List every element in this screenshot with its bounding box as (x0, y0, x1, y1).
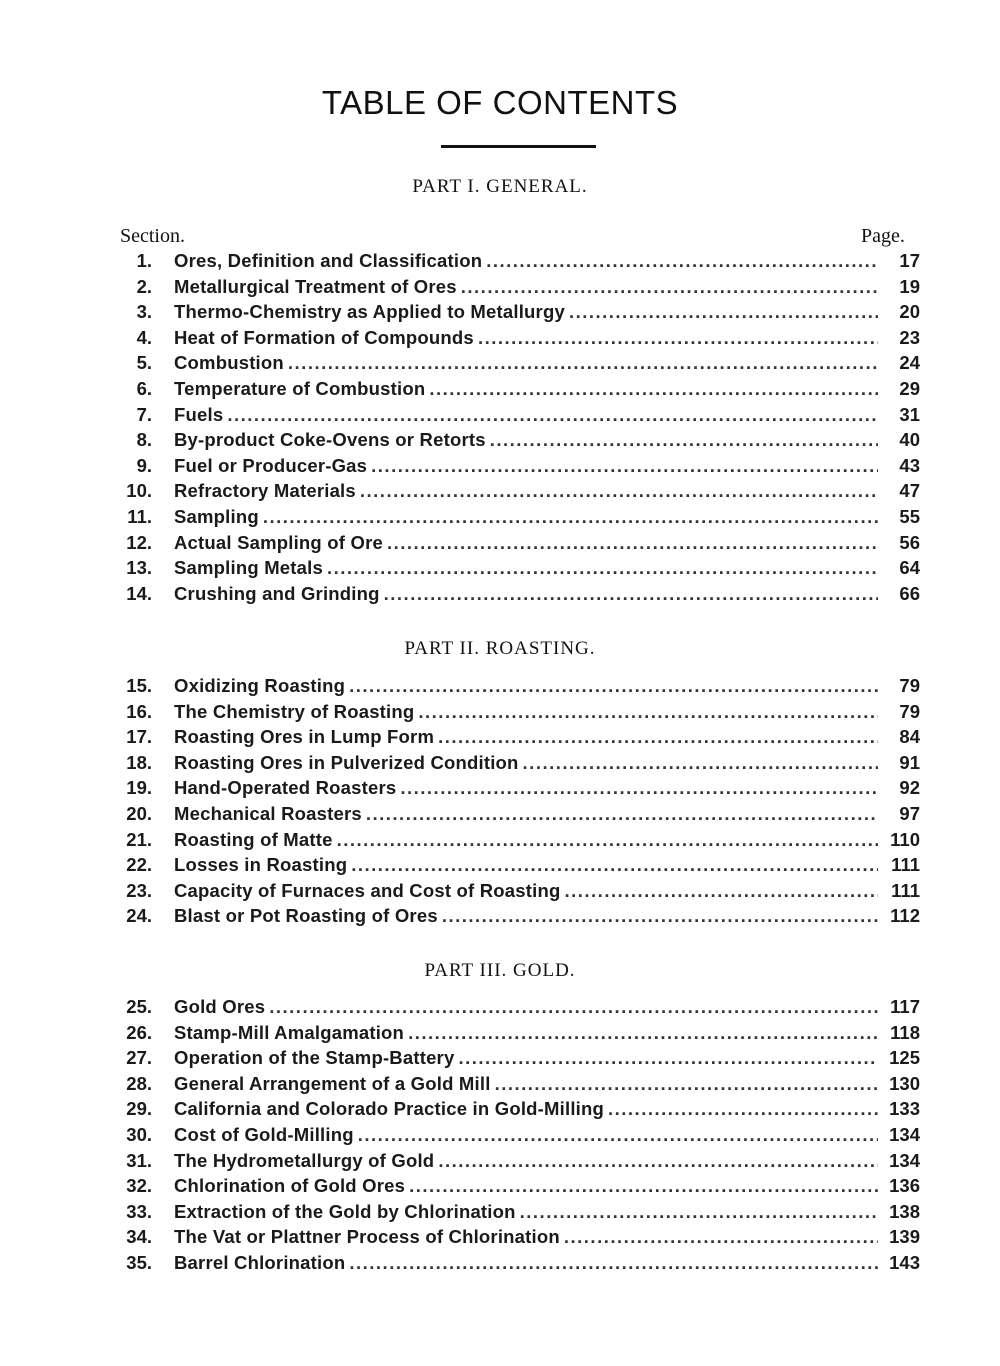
section-number: 21. (126, 828, 152, 850)
toc-entry (112, 350, 920, 376)
page-number: 139 (889, 1226, 920, 1248)
section-title: Roasting of Matte (174, 828, 333, 850)
page-title: TABLE OF CONTENTS (321, 84, 679, 121)
section-title: Ores, Definition and Classification (174, 250, 483, 271)
dot-leader (520, 1199, 878, 1225)
dot-leader (263, 504, 878, 530)
section-title: Extraction of the Gold by Chlorination (174, 1200, 516, 1222)
page-number: 47 (899, 480, 920, 502)
section-title: Combustion (174, 352, 284, 374)
toc-entry (112, 1173, 920, 1199)
page-number: 43 (899, 454, 920, 476)
section-number: 17. (126, 726, 152, 748)
toc-entry (112, 581, 920, 607)
dot-leader (461, 274, 878, 300)
page-number: 40 (899, 429, 920, 451)
title-rule (441, 145, 596, 148)
page-number: 143 (889, 1251, 920, 1273)
toc-entry (112, 453, 920, 479)
section-title: Heat of Formation of Compounds (174, 326, 474, 348)
section-number: 5. (136, 352, 152, 374)
section-title: Refractory Materials (174, 480, 356, 502)
dot-leader (438, 724, 878, 750)
page-number: 79 (899, 700, 920, 722)
toc-entry (112, 1122, 920, 1148)
section-number: 35. (126, 1251, 152, 1273)
page-number: 112 (890, 905, 920, 927)
toc-entry (112, 274, 920, 300)
section-title: Cost of Gold-Milling (174, 1123, 354, 1145)
page-number: 91 (899, 751, 920, 773)
page-number: 92 (899, 777, 920, 799)
section-title: Actual Sampling of Ore (174, 531, 383, 553)
page-number: 130 (889, 1072, 920, 1094)
section-title: By-product Coke-Ovens or Retorts (174, 429, 486, 451)
toc-entry (112, 994, 920, 1020)
dot-leader (349, 673, 878, 699)
section-number: 29. (126, 1098, 152, 1120)
section-title: Roasting Ores in Pulverized Condition (174, 751, 519, 773)
section-number: 12. (126, 531, 152, 553)
toc-entry (112, 673, 920, 699)
dot-leader (438, 1148, 878, 1174)
part-heading-general: PART I. GENERAL. (412, 176, 588, 197)
dot-leader (523, 750, 878, 776)
toc-entry (112, 852, 920, 878)
dot-leader (351, 852, 878, 878)
section-title: Operation of the Stamp-Battery (174, 1047, 455, 1069)
section-title: Sampling (174, 505, 259, 527)
page-number: 55 (899, 505, 920, 527)
toc-entry (112, 801, 920, 827)
toc-entry (112, 699, 920, 725)
toc-entry (112, 299, 920, 325)
page-number: 56 (899, 531, 920, 553)
toc-entry (112, 878, 920, 904)
section-number: 22. (126, 854, 152, 876)
dot-leader (409, 1173, 878, 1199)
page-number: 110 (890, 828, 920, 850)
section-number: 25. (126, 996, 152, 1017)
dot-leader (490, 427, 878, 453)
page-number: 134 (889, 1123, 920, 1145)
page-number: 138 (889, 1200, 920, 1222)
toc-entry (112, 504, 920, 530)
section-title: Barrel Chlorination (174, 1251, 346, 1273)
dot-leader (495, 1071, 878, 1097)
dot-leader (349, 1250, 878, 1276)
section-number: 2. (136, 275, 152, 297)
toc-entry (112, 376, 920, 402)
toc-entry (112, 827, 920, 853)
page-number: 111 (891, 854, 920, 876)
section-title: Oxidizing Roasting (174, 675, 346, 696)
section-number: 8. (136, 429, 152, 451)
section-number: 19. (126, 777, 152, 799)
section-number: 13. (126, 557, 152, 579)
dot-leader (429, 376, 878, 402)
toc-list-roasting (112, 673, 920, 929)
section-title: Chlorination of Gold Ores (174, 1175, 406, 1197)
dot-leader (564, 1224, 878, 1250)
page-number: 84 (899, 726, 920, 748)
section-number: 32. (126, 1175, 152, 1197)
dot-leader (366, 801, 878, 827)
dot-leader (478, 325, 878, 351)
dot-leader (227, 402, 878, 428)
section-number: 15. (126, 675, 152, 696)
section-title: Fuels (174, 403, 224, 425)
section-number: 16. (126, 700, 152, 722)
toc-entry (112, 555, 920, 581)
section-number: 14. (126, 582, 152, 604)
dot-leader (400, 775, 878, 801)
section-column-header: Section. (120, 225, 185, 247)
dot-leader (387, 530, 878, 556)
dot-leader (569, 299, 878, 325)
toc-entry (112, 1071, 920, 1097)
section-title: The Chemistry of Roasting (174, 700, 415, 722)
page-number: 118 (890, 1021, 920, 1043)
section-number: 3. (136, 301, 152, 323)
dot-leader (360, 478, 878, 504)
section-title: Blast or Pot Roasting of Ores (174, 905, 438, 927)
dot-leader (384, 581, 878, 607)
part-heading-roasting: PART II. ROASTING. (404, 638, 596, 659)
toc-entry (112, 1250, 920, 1276)
section-number: 20. (126, 802, 152, 824)
section-number: 30. (126, 1123, 152, 1145)
section-title: Capacity of Furnaces and Cost of Roasting (174, 879, 561, 901)
toc-entry (112, 1224, 920, 1250)
dot-leader (486, 248, 878, 274)
section-number: 4. (136, 326, 152, 348)
page-number: 20 (899, 301, 920, 323)
page-number: 125 (889, 1047, 920, 1069)
section-title: General Arrangement of a Gold Mill (174, 1072, 491, 1094)
dot-leader (418, 699, 878, 725)
page-number: 17 (899, 250, 920, 271)
page-number: 136 (889, 1175, 920, 1197)
section-number: 26. (126, 1021, 152, 1043)
section-number: 11. (127, 505, 152, 527)
section-number: 28. (126, 1072, 152, 1094)
section-title: Stamp-Mill Amalgamation (174, 1021, 405, 1043)
section-number: 31. (126, 1149, 152, 1171)
section-number: 10. (126, 480, 152, 502)
toc-entry (112, 530, 920, 556)
toc-entry (112, 1020, 920, 1046)
section-title: Roasting Ores in Lump Form (174, 726, 435, 748)
dot-leader (327, 555, 878, 581)
toc-entry (112, 1096, 920, 1122)
section-number: 18. (126, 751, 152, 773)
dot-leader (408, 1020, 878, 1046)
toc-list-general (112, 248, 920, 606)
section-number: 33. (126, 1200, 152, 1222)
section-number: 9. (136, 454, 152, 476)
dot-leader (288, 350, 878, 376)
section-title: Thermo-Chemistry as Applied to Metallurgy (174, 301, 565, 323)
dot-leader (269, 994, 878, 1020)
toc-entry (112, 427, 920, 453)
toc-list-gold (112, 994, 920, 1276)
section-title: The Hydrometallurgy of Gold (174, 1149, 435, 1171)
toc-entry (112, 1148, 920, 1174)
section-title: Gold Ores (174, 996, 266, 1017)
toc-entry (112, 903, 920, 929)
section-number: 7. (136, 403, 152, 425)
toc-entry (112, 248, 920, 274)
toc-entry (112, 775, 920, 801)
dot-leader (371, 453, 878, 479)
toc-entry (112, 750, 920, 776)
toc-entry (112, 724, 920, 750)
section-title: Crushing and Grinding (174, 582, 380, 604)
dot-leader (564, 878, 878, 904)
page-number: 97 (899, 802, 920, 824)
section-number: 23. (126, 879, 152, 901)
section-title: California and Colorado Practice in Gold-Milling (174, 1098, 604, 1120)
section-title: Sampling Metals (174, 557, 323, 579)
dot-leader (608, 1096, 878, 1122)
toc-entry (112, 325, 920, 351)
page-number: 23 (899, 326, 920, 348)
page-column-header: Page. (861, 225, 905, 247)
page-number: 79 (899, 675, 920, 696)
page-number: 64 (899, 557, 920, 579)
page-number: 19 (899, 275, 920, 297)
page-number: 31 (899, 403, 920, 425)
section-title: Temperature of Combustion (174, 377, 426, 399)
section-number: 24. (126, 905, 152, 927)
toc-entry (112, 478, 920, 504)
section-number: 27. (126, 1047, 152, 1069)
page-number: 111 (891, 879, 920, 901)
section-title: The Vat or Plattner Process of Chlorination (174, 1226, 560, 1248)
page-number: 133 (889, 1098, 920, 1120)
section-title: Metallurgical Treatment of Ores (174, 275, 457, 297)
page-number: 24 (899, 352, 920, 374)
toc-entry (112, 402, 920, 428)
dot-leader (337, 827, 878, 853)
section-number: 6. (136, 377, 152, 399)
page-number: 134 (889, 1149, 920, 1171)
dot-leader (458, 1045, 878, 1071)
section-title: Losses in Roasting (174, 854, 348, 876)
part-heading-gold: PART III. GOLD. (424, 960, 576, 981)
dot-leader (358, 1122, 878, 1148)
toc-entry (112, 1045, 920, 1071)
section-number: 1. (136, 250, 152, 271)
toc-entry (112, 1199, 920, 1225)
page-number: 66 (899, 582, 920, 604)
page-number: 117 (890, 996, 920, 1017)
section-title: Fuel or Producer-Gas (174, 454, 368, 476)
dot-leader (442, 903, 878, 929)
page-number: 29 (899, 377, 920, 399)
section-title: Mechanical Roasters (174, 802, 362, 824)
section-number: 34. (126, 1226, 152, 1248)
section-title: Hand-Operated Roasters (174, 777, 397, 799)
